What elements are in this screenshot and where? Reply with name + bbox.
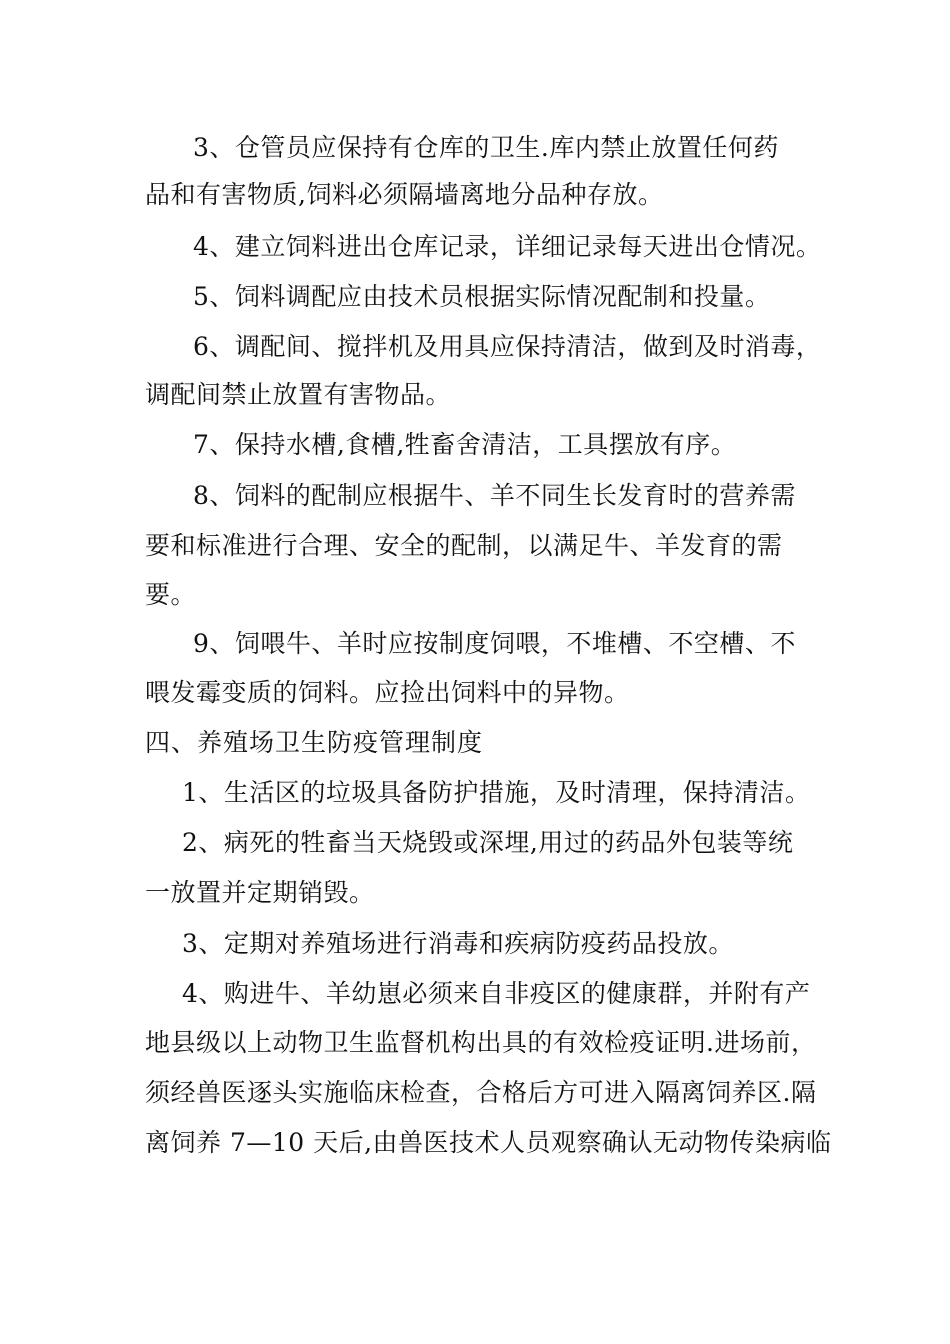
paragraph-line: 8、饲料的配制应根据牛、羊不同生长发育时的营养需 bbox=[193, 481, 796, 510]
paragraph-line: 9、饲喂牛、羊时应按制度饲喂，不堆槽、不空槽、不 bbox=[193, 629, 796, 658]
paragraph-line: 须经兽医逐头实施临床检查，合格后方可进入隔离饲养区.隔 bbox=[145, 1078, 817, 1107]
paragraph-line: 一放置并定期销毁。 bbox=[145, 878, 375, 907]
paragraph-line: 5、饲料调配应由技术员根据实际情况配制和投量。 bbox=[193, 282, 771, 311]
paragraph-line: 6、调配间、搅拌机及用具应保持清洁，做到及时消毒， bbox=[193, 332, 822, 361]
paragraph-line: 调配间禁止放置有害物品。 bbox=[145, 380, 452, 409]
paragraph-line: 离饲养 7—10 天后,由兽医技术人员观察确认无动物传染病临 bbox=[145, 1128, 832, 1157]
paragraph-line: 3、定期对养殖场进行消毒和疾病防疫药品投放。 bbox=[182, 929, 734, 958]
paragraph-line: 要。 bbox=[145, 580, 197, 609]
paragraph-line: 品和有害物质,饲料必须隔墙离地分品种存放。 bbox=[145, 180, 664, 209]
section-heading: 四、养殖场卫生防疫管理制度 bbox=[145, 728, 484, 757]
paragraph-line: 地县级以上动物卫生监督机构出具的有效检疫证明.进场前， bbox=[145, 1028, 817, 1057]
paragraph-line: 4、建立饲料进出仓库记录，详细记录每天进出仓情况。 bbox=[193, 232, 822, 261]
paragraph-line: 喂发霉变质的饲料。应捡出饲料中的异物。 bbox=[145, 678, 630, 707]
paragraph-line: 1、生活区的垃圾具备防护措施，及时清理，保持清洁。 bbox=[182, 778, 811, 807]
paragraph-line: 7、保持水槽,食槽,牲畜舍清洁，工具摆放有序。 bbox=[193, 430, 737, 459]
paragraph-line: 4、购进牛、羊幼崽必须来自非疫区的健康群，并附有产 bbox=[182, 979, 811, 1008]
paragraph-line: 2、病死的牲畜当天烧毁或深埋,用过的药品外包装等统 bbox=[182, 828, 794, 857]
paragraph-line: 3、仓管员应保持有仓库的卫生.库内禁止放置任何药 bbox=[193, 133, 779, 162]
paragraph-line: 要和标准进行合理、安全的配制，以满足牛、羊发育的需 bbox=[145, 531, 783, 560]
